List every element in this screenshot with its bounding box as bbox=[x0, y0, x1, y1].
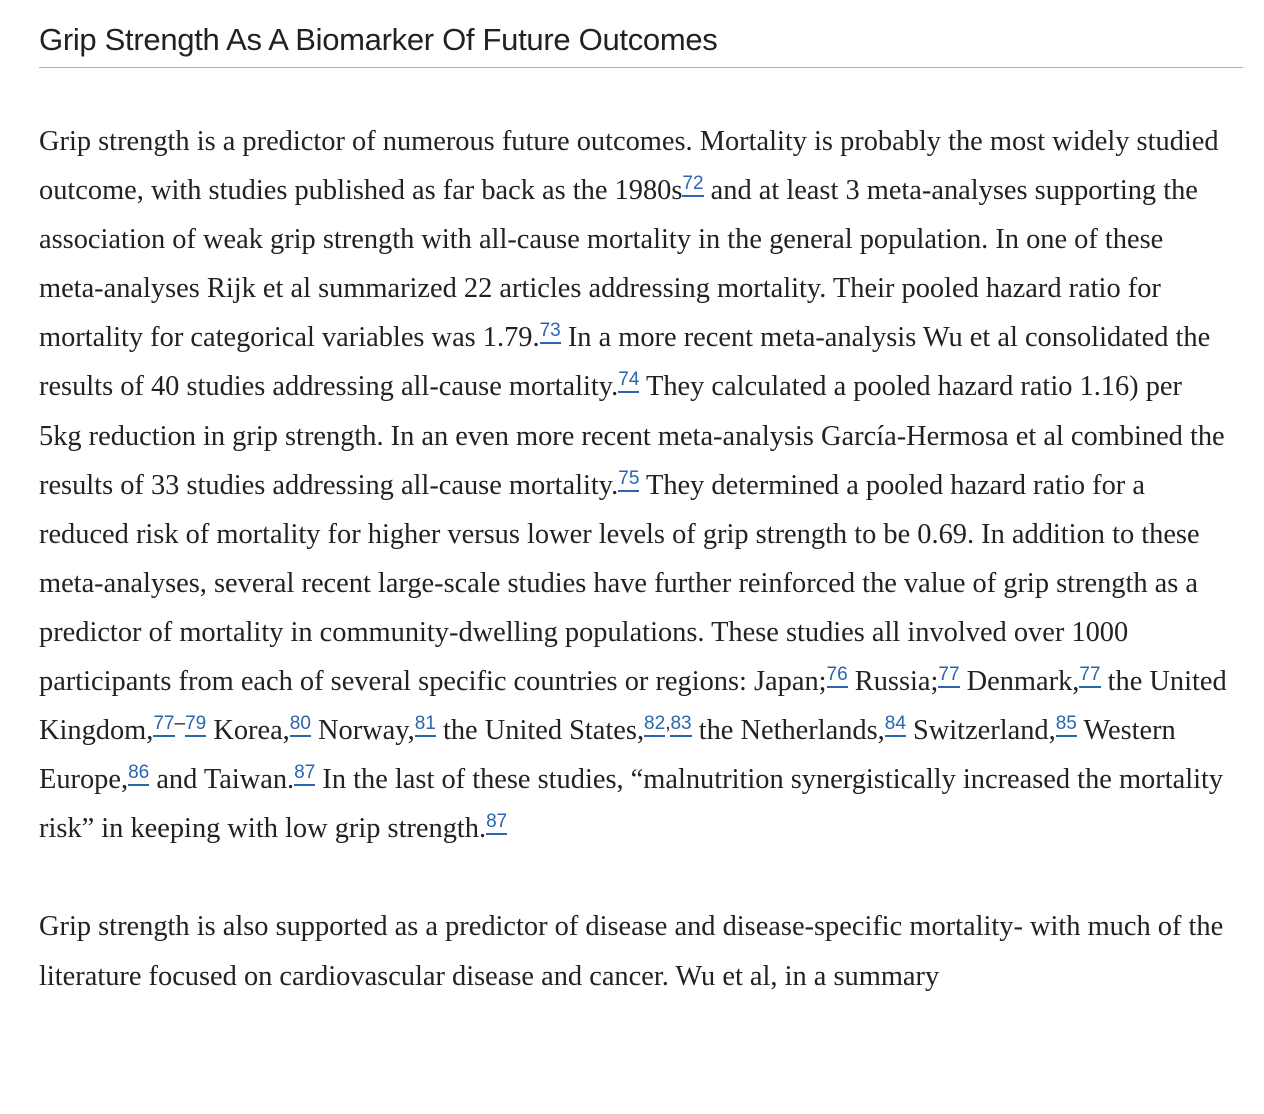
paragraph-text: Norway, bbox=[310, 715, 415, 747]
paragraph-text: and at least 3 meta-analyses supporting the association of weak grip strength with all-cause mortality in the general population. In one of these meta-analyses Rijk et al summarized 22 articles addressing mortality. Their pooled hazard ratio for mortality for categorical variables was 1.79. bbox=[39, 175, 1198, 354]
paragraph-text: the United Kingdom, bbox=[39, 666, 1227, 747]
citation-link-87[interactable]: 87 bbox=[294, 762, 315, 786]
citation-link-77[interactable]: 77 bbox=[153, 713, 174, 737]
paragraph-text: In the last of these studies, “malnutrition synergistically increased the mortality risk” in keeping with low grip strength. bbox=[39, 764, 1224, 845]
citation-link-85[interactable]: 85 bbox=[1056, 713, 1077, 737]
citation-link-81[interactable]: 81 bbox=[415, 713, 436, 737]
citation-link-80[interactable]: 80 bbox=[290, 713, 311, 737]
citation-link-74[interactable]: 74 bbox=[618, 369, 639, 393]
paragraph-text: Grip strength is a predictor of numerous future outcomes. Mortality is probably the most widely studied outcome, with studies published as far back as the 1980s bbox=[39, 126, 1219, 207]
paragraph-text: Grip strength is also supported as a predictor of disease and disease-specific mortality- with much of the literature focused on cardiovascular disease and cancer. Wu et al, in a summary bbox=[39, 911, 1224, 992]
citation-link-79[interactable]: 79 bbox=[185, 713, 206, 737]
article-section bbox=[39, 0, 1243, 1001]
citation-link-87[interactable]: 87 bbox=[486, 811, 507, 835]
paragraph-text: the United States, bbox=[435, 715, 645, 747]
paragraph-mortality bbox=[39, 117, 1229, 853]
citation-link-76[interactable]: 76 bbox=[827, 664, 848, 688]
paragraph-text: Korea, bbox=[206, 715, 290, 747]
paragraph-text: Denmark, bbox=[959, 666, 1080, 698]
paragraph-text: the Netherlands, bbox=[691, 715, 885, 747]
citation-link-77[interactable]: 77 bbox=[938, 664, 959, 688]
citation-link-72[interactable]: 72 bbox=[682, 173, 703, 197]
section-heading: Grip Strength As A Biomarker Of Future Outcomes bbox=[39, 0, 1243, 68]
citation-link-86[interactable]: 86 bbox=[128, 762, 149, 786]
paragraph-text: They calculated a pooled hazard ratio 1.16) per 5kg reduction in grip strength. In an even more recent meta-analysis García-Hermosa et al combined the results of 33 studies addressing all-cause mortality. bbox=[39, 371, 1225, 501]
paragraph-text: Western Europe, bbox=[39, 715, 1176, 796]
paragraph-text: Switzerland, bbox=[905, 715, 1056, 747]
citation-link-77[interactable]: 77 bbox=[1079, 664, 1100, 688]
citation-link-75[interactable]: 75 bbox=[618, 468, 639, 492]
citation-separator: , bbox=[665, 713, 671, 735]
citation-link-82[interactable]: 82 bbox=[644, 713, 665, 737]
citation-link-83[interactable]: 83 bbox=[670, 713, 691, 737]
citation-link-84[interactable]: 84 bbox=[885, 713, 906, 737]
citation-range-dash: – bbox=[174, 713, 186, 735]
citation-link-73[interactable]: 73 bbox=[540, 320, 561, 344]
paragraph-text: and Taiwan. bbox=[149, 764, 295, 796]
paragraph-text: They determined a pooled hazard ratio for a reduced risk of mortality for higher versus lower levels of grip strength to be 0.69. In addition to these meta-analyses, several recent large-scale studies have further reinforced the value of grip strength as a predictor of mortality in community-dwelling populations. These studies all involved over 1000 participants from each of several specific countries or regions: Japan; bbox=[39, 469, 1200, 698]
paragraph-text: In a more recent meta-analysis Wu et al consolidated the results of 40 studies addressing all-cause mortality. bbox=[39, 322, 1211, 403]
paragraph-text: Russia; bbox=[847, 666, 939, 698]
paragraph-disease bbox=[39, 902, 1229, 1000]
